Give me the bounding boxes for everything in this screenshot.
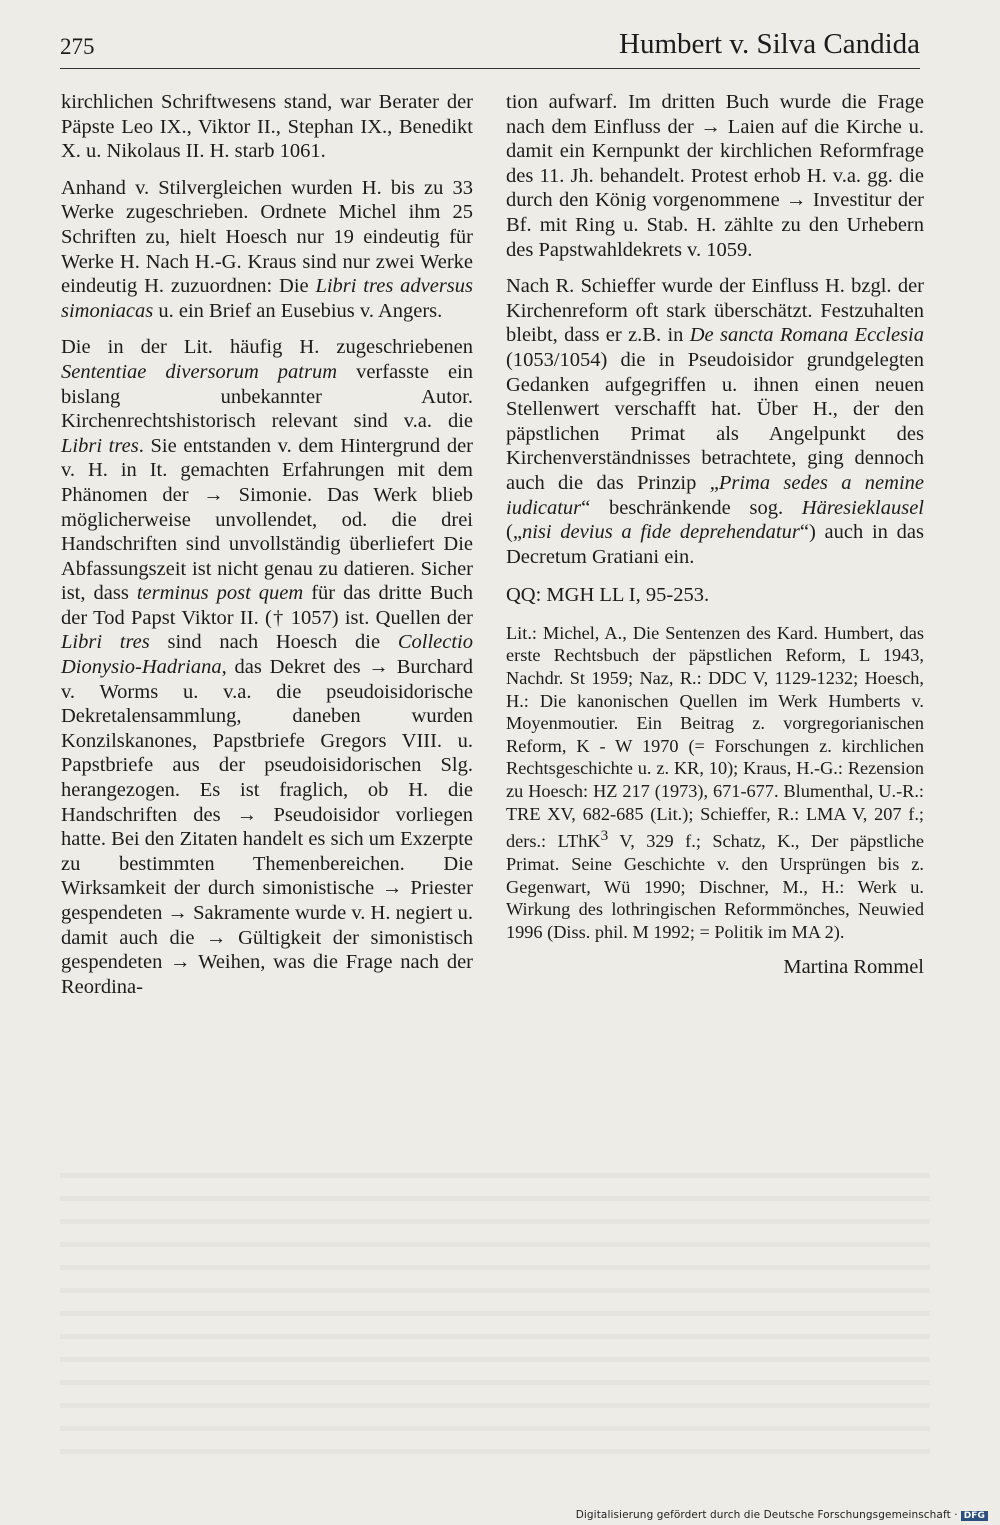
- text-run: , das Dekret des → Burchard v. Worms u. v.a. die pseudoisidorische Dekretalensammlung, daneben wurden Konzilskanones, Papstbriefe Gregors VIII. u. Papstbriefe aus der pseudoisidorischen Slg. herangezogen. Es ist fraglich, ob H. die Handschriften des → Pseudoisidor vorliegen hatte. Bei den Zitaten handelt es sich um Exzerpte zu bestimmten Themenbereichen. Die Wirksamkeit der durch simonistische → Priester gespendeten → Sakramente wurde v. H. negiert u. damit auch die → Gültigkeit der simonistisch gespendeten → Weihen, was die Frage nach der Reordina-: [61, 656, 473, 998]
- text-run: Nach R. Schieffer wurde der Einfluss H. bzgl. der Kirchenreform oft stark überschätzt. Festzuhalten bleibt, dass er z.B. in: [506, 275, 924, 347]
- dfg-logo-badge: DFG: [961, 1511, 988, 1521]
- text-run: sind nach Hoesch die: [149, 631, 398, 654]
- text-run: („: [506, 521, 522, 544]
- italic-quote: Prima sedes a nemine iudicatur: [506, 471, 925, 519]
- right-column: [506, 90, 924, 980]
- running-head: [60, 28, 920, 68]
- left-paragraph-1: kirchlichen Schriftwesens stand, war Berater der Päpste Leo IX., Viktor II., Stephan IX., Benedikt X. u. Nikolaus II. H. starb 1061.: [61, 91, 473, 163]
- text-run: Anhand v. Stilvergleichen wurden H. bis zu 33 Werke zugeschrieben. Ordnete Michel ihm 25 Schriften zu, hielt Hoesch nur 19 eindeutig für Werke H. Nach H.-G. Kraus sind nur zwei Werke eindeutig H. zuzuordnen: Die: [61, 176, 473, 298]
- italic-quote: nisi devius a fide deprehendatur: [521, 521, 800, 544]
- text-run: “ beschränkende sog.: [581, 496, 802, 519]
- superscript: 3: [600, 827, 609, 845]
- text-run: (1053/1054) die in Pseudoisidor grundgelegten Gedanken aufgegriffen u. ihnen einen neuen Stellenwert verschafft hat. Über H., der den päpstlichen Primat als Angelpunkt des Kirchenverständnisses betrachtete, ging dennoch auch die das Prinzip „: [506, 348, 924, 494]
- footer-text: Digitalisierung gefördert durch die Deutsche Forschungsgemeinschaft ·: [575, 1509, 958, 1521]
- italic-title: Libri tres: [61, 631, 150, 654]
- left-column: [61, 90, 473, 1011]
- italic-term: Häresieklausel: [801, 496, 924, 519]
- text-run: verfasste ein bislang unbekannter Autor. Kirchenrechtshistorisch relevant sind v.a. die: [61, 360, 473, 433]
- italic-title: Libri tres adversus simoniacas: [61, 275, 473, 322]
- text-run: u. ein Brief an Eusebius v. Angers.: [153, 299, 443, 322]
- text-run: für das dritte Buch der Tod Papst Viktor II. († 1057) ist. Quellen der: [61, 582, 473, 629]
- italic-title: De sancta Romana Ecclesia: [689, 324, 924, 347]
- header-rule: [60, 68, 920, 69]
- text-run: “) auch in das Decretum Gratiani ein.: [506, 521, 924, 568]
- text-run: . Sie entstanden v. dem Hintergrund der v. H. in It. gemachten Erfahrungen mit dem Phänomen der → Simonie. Das Werk blieb möglicherweise unvollendet, od. die drei Handschriften sind unvollständig überliefert Die Abfassungszeit ist nicht genau zu datieren. Sicher ist, dass: [61, 434, 474, 605]
- italic-title: Sententiae diversorum patrum: [61, 360, 338, 383]
- left-paragraph-3: [61, 335, 473, 999]
- right-paragraph-2: [506, 274, 924, 569]
- italic-title: Collectio Dionysio-Hadriana: [61, 631, 473, 679]
- author-signature: Martina Rommel: [783, 956, 924, 979]
- text-run: Lit.: Michel, A., Die Sentenzen des Kard. Humbert, das erste Rechtsbuch der päpstlichen Reform, L 1943, Nachdr. St 1959; Naz, R.: DDC V, 1129-1232; Hoesch, H.: Die kanonischen Quellen im Werk Humberts v. Moyenmoutier. Ein Beitrag z. vorgregorianischen Reform, K - W 1970 (= Forschungen z. kirchlichen Rechtsgeschichte u. z. KR, 10); Kraus, H.-G.: Rezension zu Hoesch: HZ 217 (1973), 671-677. Blumenthal, U.-R.: TRE XV, 682-685 (Lit.); Schieffer, R.: LMA V, 207 f.; ders.: LThK: [506, 622, 924, 852]
- literature-paragraph: [506, 622, 924, 943]
- left-paragraph-2: [61, 176, 473, 324]
- bleed-through-texture: [60, 1155, 930, 1455]
- right-paragraph-1: tion aufwarf. Im dritten Buch wurde die Frage nach dem Einfluss der → Laien auf die Kirche u. damit ein Kernpunkt der kirchlichen Reformfrage des 11. Jh. behandelt. Protest erhob H. v.a. gg. die durch den König vorgenommene → Investitur der Bf. mit Ring u. Stab. H. zählte zu den Urhebern des Papstwahldekrets v. 1059.: [506, 91, 924, 261]
- page-number: 275: [60, 34, 95, 59]
- text-run: V, 329 f.; Schatz, K., Der päpstliche Primat. Seine Geschichte v. den Ursprüngen bis z. Gegenwart, Wü 1990; Dischner, M., H.: Werk u. Wirkung des lothringischen Reformmönches, Neuwied 1996 (Diss. phil. M 1992; = Politik im MA 2).: [506, 831, 924, 942]
- running-title: Humbert v. Silva Candida: [619, 28, 920, 60]
- italic-term: terminus post quem: [136, 582, 304, 605]
- footer-credit: [576, 1509, 988, 1521]
- text-run: Die in der Lit. häufig H. zugeschriebenen: [61, 336, 473, 359]
- italic-title: Libri tres: [61, 434, 139, 457]
- sources-line: QQ: MGH LL I, 95-253.: [506, 584, 710, 607]
